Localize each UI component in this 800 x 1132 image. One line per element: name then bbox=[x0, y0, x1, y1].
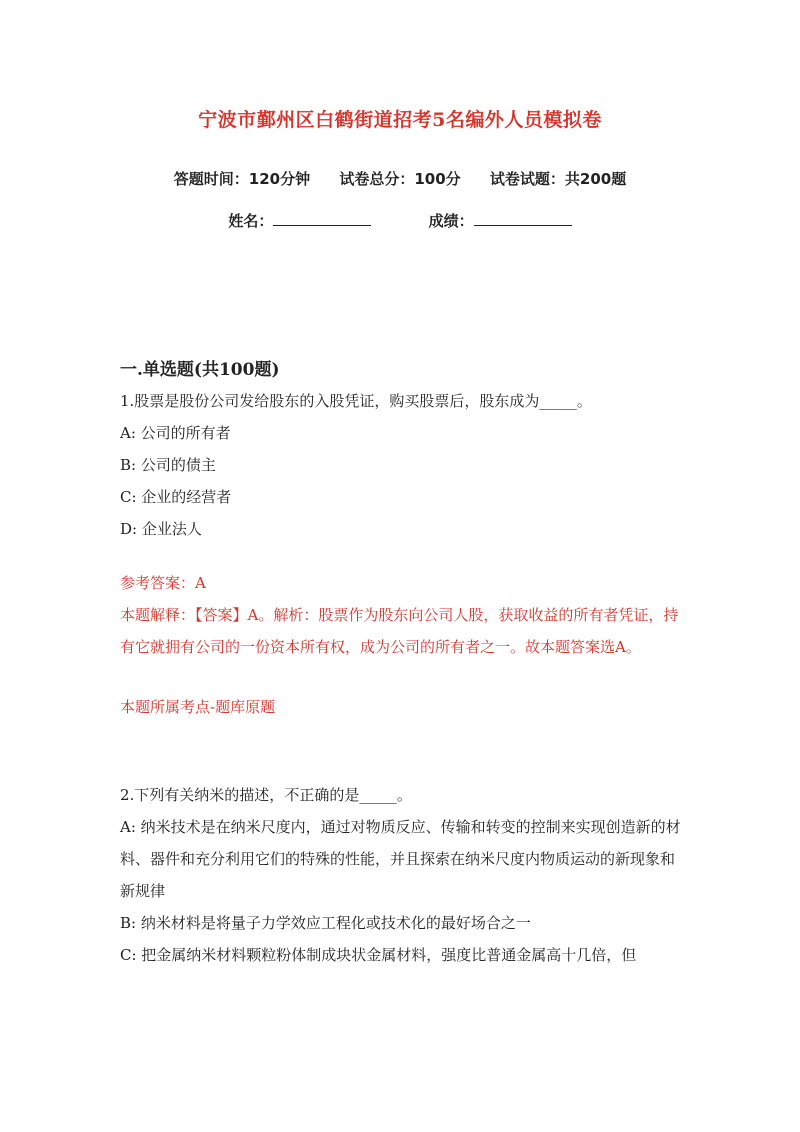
reference-answer: 参考答案：A bbox=[120, 574, 206, 592]
option-c: C: 企业的经营者 bbox=[120, 488, 232, 506]
option-a: A: 纳米技术是在纳米尺度内，通过对物质反应、传输和转变的控制来实现创造新的材料、器件和充分利用它们的特殊的性能，并且探索在纳米尺度内物质运动的新现象和新规律 bbox=[120, 818, 681, 900]
section-heading: 一.单选题(共100题) bbox=[120, 360, 280, 380]
exam-meta bbox=[0, 168, 800, 189]
score-blank[interactable] bbox=[474, 211, 572, 226]
document-title: 宁波市鄞州区白鹤街道招考5名编外人员模拟卷 bbox=[198, 109, 602, 131]
exam-content bbox=[120, 355, 685, 971]
option-a: A: 公司的所有者 bbox=[120, 424, 231, 442]
question-stem: 1.股票是股份公司发给股东的入股凭证，购买股票后，股东成为_____。 bbox=[120, 392, 592, 410]
option-b: B: 公司的债主 bbox=[120, 456, 216, 474]
exam-time: 答题时间：120分钟 bbox=[173, 170, 311, 188]
name-blank[interactable] bbox=[273, 211, 371, 226]
question-1 bbox=[120, 385, 685, 723]
option-c: C: 把金属纳米材料颗粒粉体制成块状金属材料，强度比普通金属高十几倍，但 bbox=[120, 946, 637, 964]
score-field[interactable] bbox=[429, 210, 572, 231]
option-b: B: 纳米材料是将量子力学效应工程化或技术化的最好场合之一 bbox=[120, 914, 531, 932]
question-2 bbox=[120, 779, 685, 971]
exam-total-questions: 试卷试题：共200题 bbox=[489, 170, 627, 188]
name-field[interactable] bbox=[228, 210, 371, 231]
question-source: 本题所属考点-题库原题 bbox=[120, 698, 276, 716]
exam-total-score: 试卷总分：100分 bbox=[339, 170, 461, 188]
score-label: 成绩： bbox=[428, 212, 474, 230]
candidate-fields bbox=[0, 210, 800, 231]
name-label: 姓名： bbox=[228, 212, 274, 230]
answer-explanation: 本题解释：【答案】A。解析：股票作为股东向公司人股，获取收益的所有者凭证，持有它就拥有公司的一份资本所有权，成为公司的所有者之一。故本题答案选A。 bbox=[120, 606, 679, 656]
option-d: D: 企业法人 bbox=[120, 520, 202, 538]
answer-block bbox=[120, 567, 685, 723]
question-stem: 2.下列有关纳米的描述，不正确的是_____。 bbox=[120, 786, 412, 804]
